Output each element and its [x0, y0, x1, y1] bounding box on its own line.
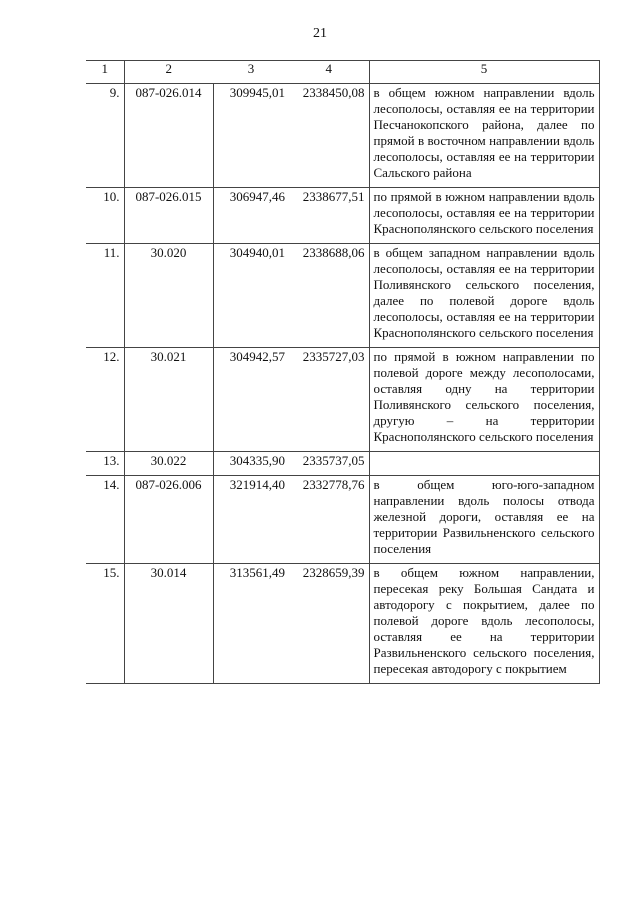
- point-code: 30.020: [124, 244, 213, 348]
- coordinate-y: 2338688,06: [289, 244, 369, 348]
- column-header-1: 1: [86, 61, 124, 84]
- row-number: 10.: [86, 188, 124, 244]
- coordinate-y: 2338677,51: [289, 188, 369, 244]
- coordinate-x: 304940,01: [213, 244, 289, 348]
- row-number: 14.: [86, 476, 124, 564]
- point-code: 087-026.006: [124, 476, 213, 564]
- column-header-4: 4: [289, 61, 369, 84]
- point-code: 30.014: [124, 564, 213, 684]
- table-row: [86, 476, 599, 564]
- boundary-description: [369, 452, 599, 476]
- point-code: 30.022: [124, 452, 213, 476]
- boundary-description: по прямой в южном направлении вдоль лесополосы, оставляя ее на территории Краснополянского сельского поселения: [369, 188, 599, 244]
- boundary-description: в общем юго-юго-западном направлении вдоль полосы отвода железной дороги, оставляя ее на территории Развильненского сельского поселения: [369, 476, 599, 564]
- boundary-points-table: [86, 60, 600, 684]
- coordinate-x: 321914,40: [213, 476, 289, 564]
- coordinate-x: 304942,57: [213, 348, 289, 452]
- table-header-row: [86, 61, 599, 84]
- table-row: [86, 188, 599, 244]
- row-number: 9.: [86, 84, 124, 188]
- boundary-description: в общем западном направлении вдоль лесополосы, оставляя ее на территории Поливянского сельского поселения, далее по полевой дороге вдоль лесополосы, оставляя ее на территории Краснополянского сельского поселения: [369, 244, 599, 348]
- column-header-5: 5: [369, 61, 599, 84]
- point-code: 30.021: [124, 348, 213, 452]
- table-row: [86, 84, 599, 188]
- coordinate-x: 306947,46: [213, 188, 289, 244]
- row-number: 12.: [86, 348, 124, 452]
- table-row: [86, 564, 599, 684]
- table-row: [86, 452, 599, 476]
- column-header-2: 2: [124, 61, 213, 84]
- row-number: 11.: [86, 244, 124, 348]
- column-header-3: 3: [213, 61, 289, 84]
- coordinate-x: 309945,01: [213, 84, 289, 188]
- coordinate-y: 2335727,03: [289, 348, 369, 452]
- row-number: 15.: [86, 564, 124, 684]
- boundary-description: в общем южном направлении, пересекая реку Большая Сандата и автодорогу с покрытием, далее по полевой дороге вдоль лесополосы, оставляя ее на территории Развильненского сельского поселения, пересекая автодорогу с покрытием: [369, 564, 599, 684]
- coordinate-y: 2328659,39: [289, 564, 369, 684]
- boundary-description: в общем южном направлении вдоль лесополосы, оставляя ее на территории Песчанокопского района, далее по прямой в восточном направлении вдоль лесополосы, оставляя ее на территории Сальского района: [369, 84, 599, 188]
- point-code: 087-026.015: [124, 188, 213, 244]
- coordinate-x: 313561,49: [213, 564, 289, 684]
- coordinate-x: 304335,90: [213, 452, 289, 476]
- coordinate-y: 2332778,76: [289, 476, 369, 564]
- point-code: 087-026.014: [124, 84, 213, 188]
- page-number: 21: [313, 26, 327, 41]
- coordinate-y: 2335737,05: [289, 452, 369, 476]
- row-number: 13.: [86, 452, 124, 476]
- boundary-description: по прямой в южном направлении по полевой дороге между лесополосами, оставляя одну на территории Поливянского сельского поселения, другую – на территории Краснополянского сельского поселения: [369, 348, 599, 452]
- table-row: [86, 348, 599, 452]
- table-row: [86, 244, 599, 348]
- coordinate-y: 2338450,08: [289, 84, 369, 188]
